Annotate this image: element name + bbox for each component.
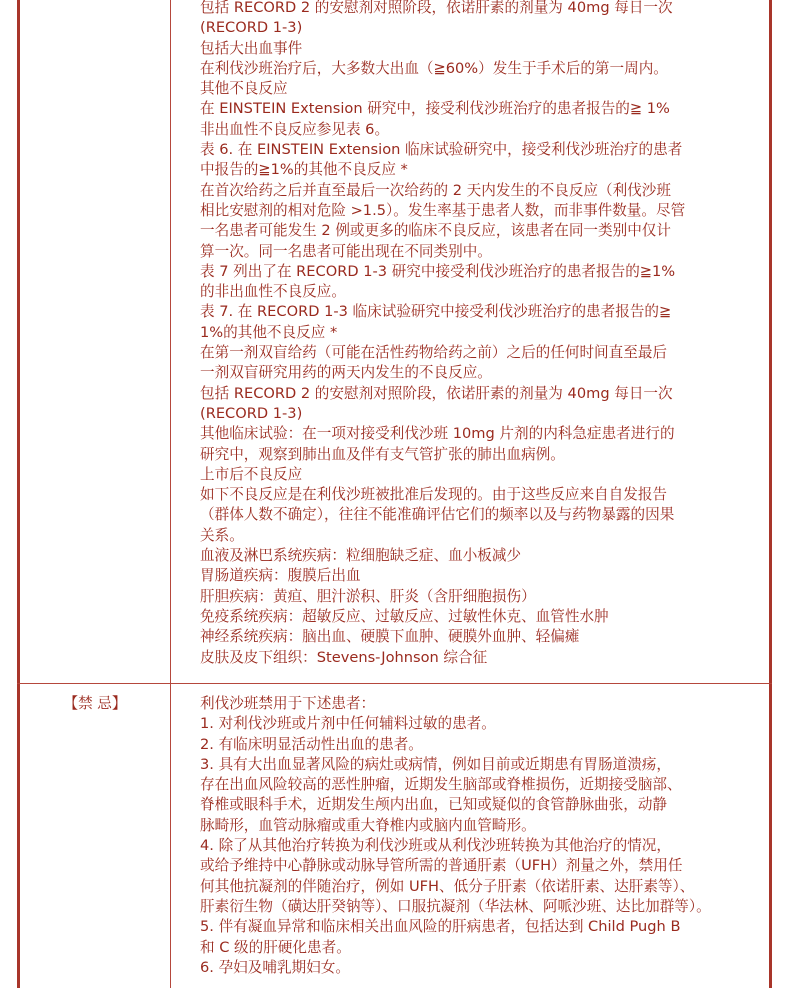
text-line: 2. 有临床明显活动性出血的患者。: [200, 735, 423, 753]
text-line: 或给予维持中心静脉或动脉导管所需的普通肝素（UFH）剂量之外，禁用任: [200, 857, 683, 875]
text-line: 其他不良反应: [200, 80, 288, 98]
text-line: 皮肤及皮下组织：Stevens-Johnson 综合征: [200, 648, 488, 666]
text-line: 一剂双盲研究用药的两天内发生的不良反应。: [200, 364, 492, 382]
text-line: 包括 RECORD 2 的安慰剂对照阶段，依诺肝素的剂量为 40mg 每日一次: [200, 384, 673, 402]
text-line: 胃肠道疾病：腹膜后出血: [200, 567, 361, 585]
text-line: 表 7. 在 RECORD 1-3 临床试验研究中接受利伐沙班治疗的患者报告的≧: [200, 303, 672, 321]
text-line: 6. 孕妇及哺乳期妇女。: [200, 958, 350, 976]
text-line: 上市后不良反应: [200, 465, 303, 483]
text-line: 算一次。同一名患者可能出现在不同类别中。: [200, 242, 492, 260]
text-line: 在利伐沙班治疗后，大多数大出血（≧60%）发生于手术后的第一周内。: [200, 59, 668, 77]
text-line: 在首次给药之后并直至最后一次给药的 2 天内发生的不良反应（利伐沙班: [200, 181, 671, 199]
text-line: （群体人数不确定），往往不能准确评估它们的频率以及与药物暴露的因果: [200, 506, 675, 524]
text-line: 利伐沙班禁用于下述患者：: [200, 695, 376, 712]
text-line: 关系。: [200, 526, 244, 544]
text-line: 4. 除了从其他治疗转换为利伐沙班或从利伐沙班转换为其他治疗的情况，: [200, 837, 671, 855]
table-right-border: [769, 0, 772, 988]
text-line: 血液及淋巴系统疾病：粒细胞缺乏症、血小板减少: [200, 547, 522, 565]
text-line: 包括 RECORD 2 的安慰剂对照阶段，依诺肝素的剂量为 40mg 每日一次: [200, 0, 673, 16]
text-line: 3. 具有大出血显著风险的病灶或病情，例如目前或近期患有胃肠道溃疡，: [200, 755, 671, 773]
table-column-divider: [170, 0, 171, 988]
text-line: 肝素衍生物（磺达肝癸钠等）、口服抗凝剂（华法林、阿哌沙班、达比加群等）。: [200, 897, 711, 915]
table-row-divider: [17, 683, 772, 684]
text-line: 肝胆疾病：黄疸、胆汁淤积、肝炎（含肝细胞损伤）: [200, 587, 536, 605]
text-line: (RECORD 1-3): [200, 404, 303, 422]
text-line: 在 EINSTEIN Extension 研究中，接受利伐沙班治疗的患者报告的≧ 1%: [200, 100, 670, 118]
text-line: 一名患者可能发生 2 例或更多的临床不良反应，该患者在同一类别中仅计: [200, 222, 671, 240]
text-line: 脉畸形，血管动脉瘤或重大脊椎内或脑内血管畸形。: [200, 816, 536, 834]
text-line: 免疫系统疾病：超敏反应、过敏反应、过敏性休克、血管性水肿: [200, 607, 609, 625]
text-line: 非出血性不良反应参见表 6。: [200, 120, 390, 138]
text-line: (RECORD 1-3): [200, 19, 303, 37]
text-line: 其他临床试验：在一项对接受利伐沙班 10mg 片剂的内科急症患者进行的: [200, 425, 675, 443]
text-line: 1%的其他不良反应 *: [200, 323, 338, 341]
text-line: 在第一剂双盲给药（可能在活性药物给药之前）之后的任何时间直至最后: [200, 344, 668, 362]
text-line: 相比安慰剂的相对危险 >1.5）。发生率基于患者人数，而非事件数量。尽管: [200, 201, 686, 219]
contraindications-content-cell: [200, 694, 760, 978]
text-line: 表 6. 在 EINSTEIN Extension 临床试验研究中，接受利伐沙班治疗的患者: [200, 141, 683, 159]
text-line: 存在出血风险较高的恶性肿瘤，近期发生脑部或脊椎损伤，近期接受脑部、: [200, 776, 682, 794]
text-line: 的非出血性不良反应。: [200, 283, 346, 301]
text-line: 1. 对利伐沙班或片剂中任何辅料过敏的患者。: [200, 715, 496, 733]
text-line: 包括大出血事件: [200, 39, 303, 57]
text-line: 如下不良反应是在利伐沙班被批准后发现的。由于这些反应来自自发报告: [200, 486, 668, 504]
text-line: 何其他抗凝剂的伴随治疗，例如 UFH、低分子肝素（依诺肝素、达肝素等）、: [200, 877, 695, 895]
contraindications-label: 【禁 忌】: [63, 695, 127, 712]
adverse-reactions-content-cell: [200, 0, 760, 668]
text-line: 和 C 级的肝硬化患者。: [200, 938, 351, 956]
text-line: 研究中，观察到肺出血及伴有支气管扩张的肺出血病例。: [200, 445, 565, 463]
text-line: 表 7 列出了在 RECORD 1-3 研究中接受利伐沙班治疗的患者报告的≧1%: [200, 262, 676, 280]
text-line: 5. 伴有凝血异常和临床相关出血风险的肝病患者，包括达到 Child Pugh B: [200, 918, 681, 936]
table-left-border: [17, 0, 20, 988]
text-line: 神经系统疾病：脑出血、硬膜下血肿、硬膜外血肿、轻偏瘫: [200, 628, 580, 646]
text-line: 中报告的≧1%的其他不良反应 *: [200, 161, 408, 179]
text-line: 脊椎或眼科手术，近期发生颅内出血，已知或疑似的食管静脉曲张，动静: [200, 796, 668, 814]
